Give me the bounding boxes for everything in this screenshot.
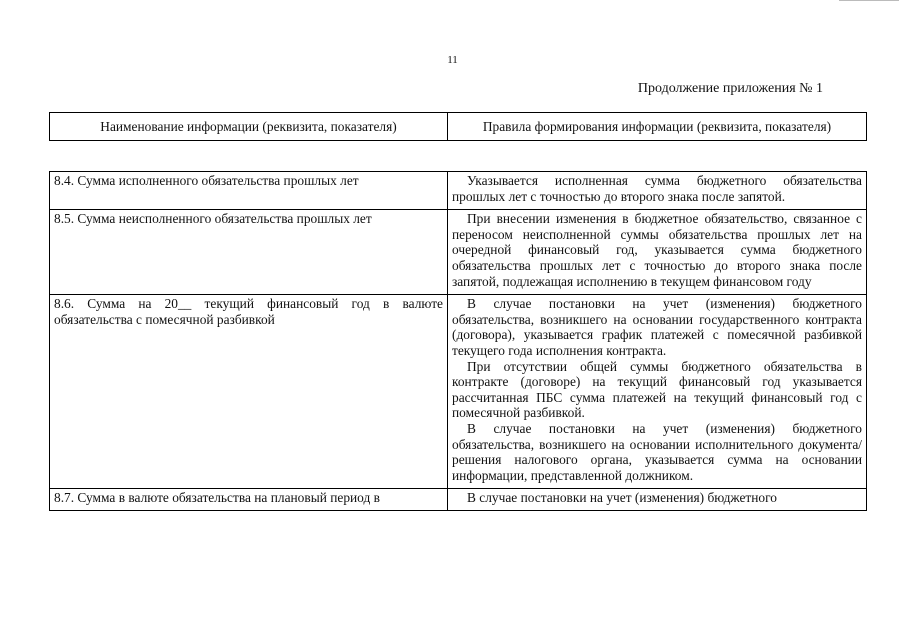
header-rules-column: Правила формирования информации (реквизита, показателя) xyxy=(448,113,867,141)
requisite-rules xyxy=(448,489,867,511)
table-row xyxy=(50,172,867,210)
table-row xyxy=(50,210,867,295)
rule-paragraph: В случае постановки на учет (изменения) бюджетного обязательства, возникшего на основании исполнительного документа/решения налогового органа, указывается сумма на основании информации, представленной должником. xyxy=(452,420,862,483)
requisites-table xyxy=(49,171,867,511)
requisite-rules xyxy=(448,172,867,210)
rule-paragraph: Указывается исполненная сумма бюджетного обязательства прошлых лет с точностью до второго знака после запятой. xyxy=(452,173,862,204)
scan-edge-mark xyxy=(839,0,899,1)
page-number: 11 xyxy=(447,54,458,66)
requisite-rules xyxy=(448,210,867,295)
requisite-name: 8.6. Сумма на 20__ текущий финансовый год в валюте обязательства с помесячной разбивкой xyxy=(50,295,448,489)
requisite-name: 8.5. Сумма неисполненного обязательства прошлых лет xyxy=(50,210,448,295)
requisite-name: 8.4. Сумма исполненного обязательства прошлых лет xyxy=(50,172,448,210)
requisite-rules xyxy=(448,295,867,489)
requisite-name xyxy=(50,489,448,511)
rule-paragraph: При отсутствии общей суммы бюджетного обязательства в контракте (договоре) на текущий финансовый год указывается рассчитанная ПБС сумма платежей на текущий финансовый год с помесячной разбивкой. xyxy=(452,358,862,421)
rule-clip xyxy=(452,490,862,510)
appendix-continuation-note: Продолжение приложения № 1 xyxy=(637,81,823,96)
table-row xyxy=(50,489,867,511)
header-table xyxy=(49,112,867,141)
header-name-column: Наименование информации (реквизита, показателя) xyxy=(50,113,448,141)
rule-paragraph: В случае постановки на учет (изменения) бюджетного xyxy=(467,490,777,506)
header-row xyxy=(50,113,867,141)
table-row xyxy=(50,295,867,489)
rule-paragraph: При внесении изменения в бюджетное обязательство, связанное с переносом неисполненной суммы обязательства прошлых лет на очередной финансовый год, указывается сумма бюджетного обязательства прошлых лет с точностью до второго знака после запятой, подлежащая исполнению в текущем финансовом году xyxy=(452,211,862,289)
rule-paragraph: В случае постановки на учет (изменения) бюджетного обязательства, возникшего на основании государственного контракта (договора), указывается график платежей с помесячной разбивкой текущего года исполнения контракта. xyxy=(452,296,862,358)
requisite-name-text: 8.7. Сумма в валюте обязательства на плановый период в xyxy=(54,490,380,506)
